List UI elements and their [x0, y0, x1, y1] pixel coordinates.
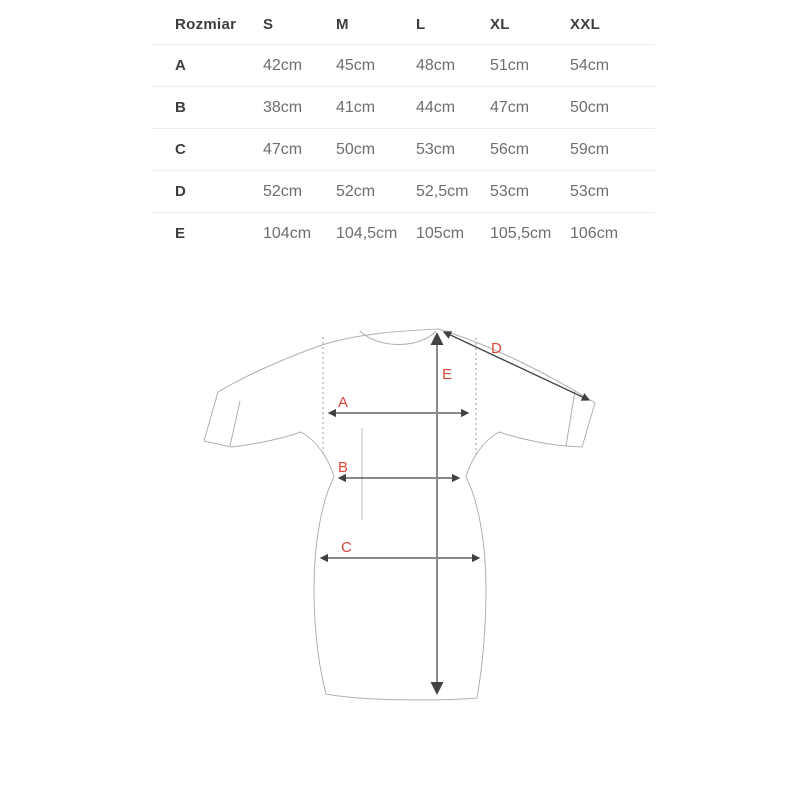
cell: 54cm — [570, 44, 655, 86]
header-cell-l: L — [416, 15, 426, 33]
measurement-label-c: C — [341, 539, 352, 556]
right-cuff-seam — [566, 391, 575, 446]
measurement-label-e: E — [442, 366, 453, 383]
row-label: B — [152, 86, 263, 128]
cell: 52cm — [336, 170, 416, 212]
dress-body-outline — [204, 329, 595, 700]
cell: 59cm — [570, 128, 655, 170]
cell: 44cm — [416, 86, 490, 128]
measurement-label-a: A — [338, 394, 349, 411]
header-cell-rozmiar: Rozmiar — [175, 15, 237, 33]
measurement-labels — [338, 340, 502, 556]
cell: 105cm — [416, 212, 490, 254]
measurement-label-b: B — [338, 459, 349, 476]
cell: 56cm — [490, 128, 570, 170]
cell: 104cm — [263, 212, 336, 254]
measurement-arrows — [321, 332, 589, 693]
header-cell-m: M — [336, 15, 349, 33]
cell: 52cm — [263, 170, 336, 212]
cell: 42cm — [263, 44, 336, 86]
measurement-arrow-d — [444, 332, 589, 400]
cell: 48cm — [416, 44, 490, 86]
cell: 45cm — [336, 44, 416, 86]
guide-lines — [323, 337, 476, 520]
row-label: C — [152, 128, 263, 170]
cell: 47cm — [263, 128, 336, 170]
row-label: D — [152, 170, 263, 212]
cell: 50cm — [336, 128, 416, 170]
cell: 53cm — [490, 170, 570, 212]
header-cell-s: S — [263, 15, 274, 33]
measurement-label-d: D — [491, 340, 502, 357]
cell: 105,5cm — [490, 212, 570, 254]
row-label: E — [152, 212, 263, 254]
cell: 104,5cm — [336, 212, 416, 254]
header-cell-xl: XL — [490, 15, 510, 33]
cell: 41cm — [336, 86, 416, 128]
cell: 38cm — [263, 86, 336, 128]
cell: 106cm — [570, 212, 655, 254]
row-label: A — [152, 44, 263, 86]
cell: 53cm — [416, 128, 490, 170]
neckline-curve — [360, 331, 436, 345]
cell: 50cm — [570, 86, 655, 128]
cell: 53cm — [570, 170, 655, 212]
cell: 47cm — [490, 86, 570, 128]
left-cuff-seam — [230, 401, 240, 446]
header-cell-xxl: XXL — [570, 15, 601, 33]
cell: 51cm — [490, 44, 570, 86]
cell: 52,5cm — [416, 170, 490, 212]
dress-outline — [204, 329, 595, 700]
